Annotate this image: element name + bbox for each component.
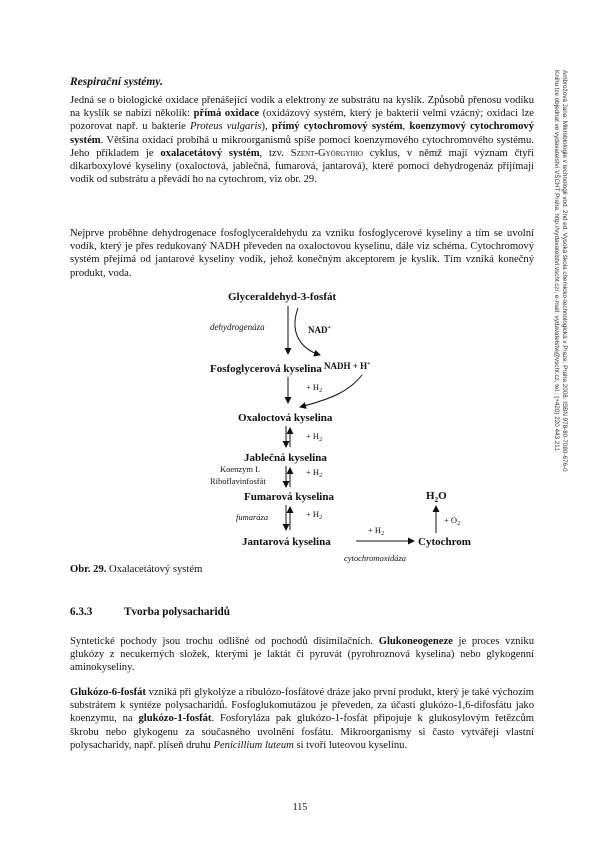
text: Jedná se o biologické oxidace přenášející vodík a elektrony ze substrátu na kyslík. Způsobů přenosu vodíku na kyslík se nabízí několik: [70,95,534,120]
diagram-label-fumarate: Fumarová kyselina [244,491,334,503]
h2-sub: 2 [319,515,323,521]
h2-text: + H [306,431,320,441]
term-glucose-1-phosphate: glukózo-1-fosfát [138,713,212,725]
citation-text [552,70,568,472]
text: (oxidázový systém, který je bakterií velmi vzácný; oxidaci lze pozorovat např. u bakterie [70,108,535,133]
page-number: 115 [292,802,308,813]
water-o: O [438,490,447,502]
h2-sub: 2 [381,531,385,537]
oxalacetate-diagram [200,290,500,580]
h2-text: + H [306,467,320,477]
diagram-label-fumarase: fumaráza [236,512,269,522]
nad-text: NAD [308,325,328,335]
term-glucose-6-phosphate: Glukózo-6-fosfát [70,687,146,698]
diagram-h2-4 [306,509,322,521]
text: , tzv. [259,147,291,159]
text: . Většina oxidací probíhá u mikroorganismů spíše pomocí koenzymového cytochromového systému. Jeho příkladem je [70,134,534,159]
citation-line-2: Knihu lze objednat ve vydavatelství VŠCHT Praha, http://vydavatelstvi.vscht.cz/, e-mail: vydavatelstvi@vscht.cz, tel.: (+420) 220 443 211 [553,70,560,451]
nadh-text: NADH + H [324,361,368,371]
text: ), [261,121,272,133]
h2-sub: 2 [319,473,323,479]
citation-line-1: Ambrožová Jana: Mikrobiologie v technologii vod. 2nd ed. Vysoká škola chemicko-technologická v Praze, Praha 2008. ISBN 978-80-7080-676-0 [561,70,568,472]
diagram-h2-5 [368,525,384,537]
text: vzniká při glykolýze a ribulózo-fosfátové dráze jako první produkt, který je také výchozím substrátem k syntéze polysacharidů. Fosfoglukomutázou je převeden, za účasti glukózo-1,6-difosfátu jako koenzymu, na [70,687,534,725]
figure-caption-text: Oxalacetátový systém [106,564,203,575]
diagram-label-riboflavin: Riboflavinfosfát [210,476,266,486]
paragraph-dehydrogenation: Nejprve proběhne dehydrogenace fosfoglyceraldehydu za vzniku fosfoglycerové kyseliny a tím se uvolní vodík, který je přes redukovaný NADH převeden na oxaloctovou kyselinu, dále viz schéma. Cytochromový systém přejímá od jantarové kyseliny vodík, jehož konečným akceptorem je kyslík. Tím vzniká konečný produkt, voda. [70,228,534,279]
diagram-h2-2 [306,431,322,443]
text: si tvoří luteovou kyselinu. [293,739,408,751]
author-name: Szent-Györgyiho [290,147,363,159]
term-coenzyme-cytochrome: koenzymový cytochromový systém [70,121,535,146]
diagram-label-glyceraldehyde: Glyceraldehyd-3-fosfát [228,291,337,303]
nad-sup: + [327,325,331,331]
diagram-label-cytochrome: Cytochrom [418,536,471,548]
diagram-label-dehydrogenase: dehydrogenáza [210,322,265,332]
diagram-o2 [444,515,460,527]
diagram-label-oxaloacetate: Oxaloctová kyselina [238,412,333,424]
text: cyklus, v němž mají význam čtyři dikarboxylové kyseliny (oxaloctová, jablečná, fumarová, jantarová), které pomocí dehydrogenáz přijímají vodík od substrátu a převádí ho na cytochrom, viz obr. 29. [70,147,534,186]
diagram-label-cytochrome-oxidase: cytochromoxidáza [344,553,407,563]
term-direct-oxidation: přímá oxidace [193,108,260,120]
o2-sub: 2 [457,521,461,527]
text: , [402,121,410,133]
h2-text: + H [306,509,320,519]
diagram-label-phosphoglycerate: Fosfoglycerová kyselina [210,363,322,375]
text: . Fosforyláza pak glukózo-1-fosfát připojuje k glukosylovým řetězcům škrobu nebo glykogenu za současného uvolnění fosfátu. Mikroorganismy si často vytvářejí vlastní polysacharidy, např. plíseň druhu [70,713,534,751]
side-citation [553,70,583,610]
h2-text: + H [306,382,320,392]
heading-number: 6.3.3 [70,606,93,618]
term-direct-cytochrome: přímý cytochromový systém [271,121,403,133]
section-heading [70,606,230,618]
figure-caption [70,564,202,575]
paragraph-glucose-6-phosphate [70,686,534,752]
diagram-label-nadh [324,361,371,371]
diagram-label-nad [308,325,332,335]
nadh-sup: + [367,361,371,367]
paragraph-respiration [70,94,534,186]
diagram-h2-1 [306,382,322,394]
figure-label: Obr. 29. [70,564,107,575]
species-name: Penicillium luteum [213,739,294,751]
paragraph-gluconeogenesis [70,635,534,675]
text: Syntetické pochody jsou trochu odlišné od pochodů disimilačních. [70,636,379,647]
term-oxalacetate: oxalacetátový systém [160,147,260,159]
h2-sub: 2 [319,388,323,394]
species-name: Proteus vulgaris [190,121,262,133]
h2-text: + H [368,525,382,535]
section-title: Respirační systémy. [70,76,163,88]
text: je proces vzniku glukózy z necukerných složek, kterými je laktát či pyruvát (pyrohroznová kyselina) nebo glykogenní aminokyseliny. [70,636,534,674]
o2-text: + O [444,515,458,525]
diagram-label-water [426,490,447,504]
term-gluconeogenesis: Glukoneogeneze [378,636,453,647]
diagram-label-coenzyme: Koenzym I. [220,464,261,474]
heading-title: Tvorba polysacharidů [124,606,230,618]
diagram-h2-3 [306,467,322,479]
water-sub: 2 [434,496,439,504]
water-h: H [426,490,435,502]
h2-sub: 2 [319,437,323,443]
diagram-label-succinate: Jantarová kyselina [242,536,331,548]
diagram-label-malate: Jablečná kyselina [244,452,327,464]
